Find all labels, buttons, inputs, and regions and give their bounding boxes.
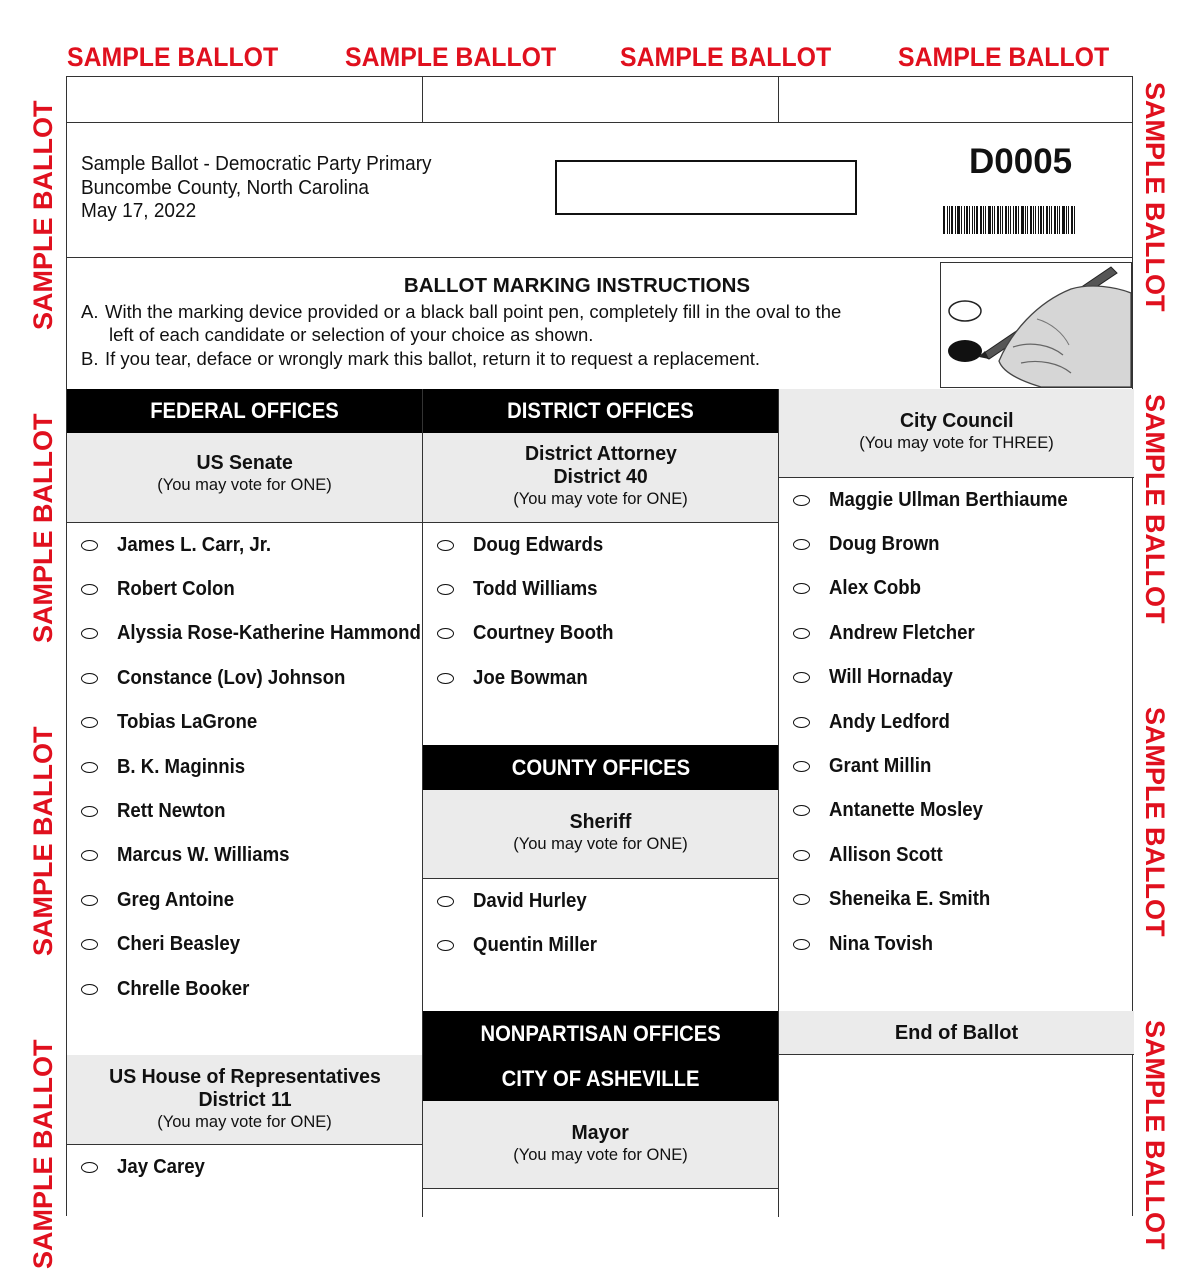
- nonpartisan-offices-header: [423, 1011, 778, 1101]
- instructions-title: BALLOT MARKING INSTRUCTIONS: [67, 274, 1087, 298]
- candidate-row[interactable]: [779, 656, 1134, 700]
- candidate-name: Maggie Ullman Berthiaume: [829, 489, 1068, 512]
- sheriff-contest: [423, 790, 778, 879]
- blank-box: [555, 160, 857, 215]
- vote-oval[interactable]: [81, 717, 98, 728]
- vote-oval[interactable]: [793, 717, 810, 728]
- barcode-bar: [1025, 206, 1026, 234]
- top-blank-row: [67, 77, 1132, 123]
- barcode-bar: [1010, 206, 1011, 234]
- barcode-bar: [1046, 206, 1048, 234]
- candidate-row[interactable]: [423, 923, 778, 967]
- barcode-bar: [1054, 206, 1056, 234]
- candidate-row[interactable]: [67, 789, 422, 833]
- sample-ballot-watermark: SAMPLE BALLOT: [30, 414, 57, 644]
- candidate-row[interactable]: [67, 967, 422, 1011]
- us-house-contest: [67, 1055, 422, 1145]
- candidate-name: David Hurley: [473, 890, 587, 913]
- candidate-name: Alex Cobb: [829, 577, 921, 600]
- nonpartisan-offices-label: NONPARTISAN OFFICES: [480, 1011, 720, 1056]
- barcode-bar: [1068, 206, 1069, 234]
- barcode-bar: [992, 206, 993, 234]
- candidate-row[interactable]: [67, 701, 422, 745]
- vote-oval[interactable]: [793, 539, 810, 550]
- us-house-district: District 11: [198, 1088, 291, 1111]
- candidate-name: Joe Bowman: [473, 667, 588, 690]
- barcode-bar: [1059, 206, 1060, 234]
- hand-marking-illustration: [940, 262, 1132, 388]
- us-house-title: US House of Representatives: [109, 1065, 381, 1088]
- candidate-name: Robert Colon: [117, 578, 235, 601]
- barcode-bar: [1057, 206, 1058, 234]
- vote-oval[interactable]: [81, 984, 98, 995]
- barcode-bar: [966, 206, 968, 234]
- candidate-name: Antanette Mosley: [829, 799, 983, 822]
- candidate-name: Rett Newton: [117, 800, 226, 823]
- federal-offices-label: FEDERAL OFFICES: [150, 389, 339, 433]
- candidate-row[interactable]: [67, 656, 422, 700]
- instruction-a-line1: With the marking device provided or a black ball point pen, completely fill in the oval to the: [105, 301, 841, 322]
- vote-oval[interactable]: [793, 495, 810, 506]
- candidate-name: Cheri Beasley: [117, 933, 240, 956]
- candidate-row[interactable]: [779, 833, 1134, 877]
- barcode-bar: [988, 206, 991, 234]
- ballot-id: D0005: [969, 142, 1072, 182]
- vote-oval[interactable]: [793, 894, 810, 905]
- candidate-name: B. K. Maginnis: [117, 756, 245, 779]
- top-blank-cell: [67, 77, 423, 122]
- candidate-row[interactable]: [67, 745, 422, 789]
- candidate-name: Alyssia Rose-Katherine Hammond: [117, 622, 421, 645]
- candidate-name: Courtney Booth: [473, 622, 614, 645]
- barcode-bar: [949, 206, 950, 234]
- column-district: [423, 389, 779, 1217]
- marking-instructions: [67, 257, 1132, 390]
- barcode-bar: [1035, 206, 1036, 234]
- barcode-bar: [1074, 206, 1075, 234]
- ballot-title: Sample Ballot - Democratic Party Primary: [81, 153, 432, 177]
- candidate-name: Will Hornaday: [829, 666, 953, 689]
- column-federal: [67, 389, 423, 1217]
- candidate-row[interactable]: [67, 878, 422, 922]
- instruction-a: [81, 300, 911, 346]
- vote-oval[interactable]: [793, 805, 810, 816]
- candidate-row[interactable]: [423, 879, 778, 923]
- vote-oval[interactable]: [81, 762, 98, 773]
- candidate-row[interactable]: [779, 744, 1134, 788]
- barcode-bar: [983, 206, 984, 234]
- barcode-bar: [1021, 206, 1024, 234]
- vote-oval[interactable]: [81, 850, 98, 861]
- candidate-name: Tobias LaGrone: [117, 711, 257, 734]
- ballot-date: May 17, 2022: [81, 200, 432, 224]
- candidate-row[interactable]: [779, 567, 1134, 611]
- county-offices-header: [423, 745, 778, 790]
- candidate-name: Nina Tovish: [829, 933, 933, 956]
- candidate-name: Greg Antoine: [117, 889, 234, 912]
- candidate-name: Jay Carey: [117, 1156, 205, 1179]
- city-council-title: City Council: [900, 409, 1014, 432]
- sheriff-instruction: (You may vote for ONE): [423, 833, 778, 855]
- vote-oval[interactable]: [437, 540, 454, 551]
- vote-oval[interactable]: [81, 1162, 98, 1173]
- city-council-instruction: (You may vote for THREE): [779, 432, 1134, 454]
- ballot-sheet: [66, 76, 1133, 1216]
- barcode-bar: [955, 206, 956, 234]
- district-attorney-district: District 40: [553, 465, 647, 488]
- candidate-row[interactable]: [779, 611, 1134, 655]
- barcode-bar: [1033, 206, 1034, 234]
- barcode-bar: [943, 206, 945, 234]
- us-house-instruction: (You may vote for ONE): [67, 1111, 422, 1133]
- barcode-bar: [1015, 206, 1017, 234]
- mayor-contest: [423, 1101, 778, 1189]
- sample-ballot-watermark: SAMPLE BALLOT: [30, 101, 57, 331]
- district-offices-header: [423, 389, 778, 433]
- vote-oval[interactable]: [437, 584, 454, 595]
- candidate-row[interactable]: [67, 523, 422, 567]
- candidate-row[interactable]: [423, 567, 778, 611]
- sample-ballot-watermark: SAMPLE BALLOT: [1141, 1020, 1168, 1250]
- us-senate-instruction: (You may vote for ONE): [67, 474, 422, 496]
- candidate-row[interactable]: [779, 789, 1134, 833]
- candidate-name: Grant Millin: [829, 755, 931, 778]
- barcode-bar: [969, 206, 970, 234]
- candidate-row[interactable]: [423, 523, 778, 567]
- barcode-bar: [947, 206, 948, 234]
- county-offices-label: COUNTY OFFICES: [511, 745, 689, 790]
- vote-oval[interactable]: [437, 896, 454, 907]
- barcode-bar: [972, 206, 973, 234]
- ballot-header: [67, 122, 1132, 258]
- candidate-name: Marcus W. Williams: [117, 844, 289, 867]
- barcode: [943, 206, 1083, 234]
- federal-offices-header: [67, 389, 422, 433]
- barcode-bar: [1071, 206, 1073, 234]
- vote-oval[interactable]: [81, 540, 98, 551]
- candidate-name: James L. Carr, Jr.: [117, 534, 271, 557]
- candidate-name: Quentin Miller: [473, 934, 597, 957]
- instruction-a-line2: left of each candidate or selection of your choice as shown.: [81, 323, 911, 346]
- barcode-bar: [1040, 206, 1042, 234]
- barcode-bar: [980, 206, 982, 234]
- barcode-bar: [994, 206, 995, 234]
- instruction-b-label: B.: [81, 347, 105, 370]
- candidate-name: Todd Williams: [473, 578, 598, 601]
- barcode-bar: [1027, 206, 1028, 234]
- candidate-row[interactable]: [67, 1145, 422, 1189]
- candidate-name: Constance (Lov) Johnson: [117, 667, 345, 690]
- barcode-bar: [1030, 206, 1032, 234]
- vote-oval[interactable]: [437, 940, 454, 951]
- vote-oval[interactable]: [81, 895, 98, 906]
- candidate-name: Allison Scott: [829, 844, 943, 867]
- district-attorney-contest: [423, 433, 778, 523]
- sample-ballot-watermark: SAMPLE BALLOT: [1141, 394, 1168, 624]
- barcode-bar: [951, 206, 953, 234]
- city-of-asheville-label: CITY OF ASHEVILLE: [502, 1056, 700, 1101]
- column-city-council: [779, 389, 1134, 1217]
- district-offices-label: DISTRICT OFFICES: [507, 389, 694, 433]
- barcode-bar: [957, 206, 960, 234]
- barcode-bar: [964, 206, 965, 234]
- city-council-contest: [779, 389, 1134, 478]
- vote-oval[interactable]: [793, 761, 810, 772]
- instruction-b-text: If you tear, deface or wrongly mark this ballot, return it to request a replacement.: [105, 348, 760, 369]
- candidate-name: Doug Brown: [829, 533, 940, 556]
- candidate-row[interactable]: [779, 878, 1134, 922]
- sample-ballot-watermark: SAMPLE BALLOT: [30, 1040, 57, 1269]
- barcode-bar: [1051, 206, 1052, 234]
- candidate-row[interactable]: [67, 567, 422, 611]
- candidate-row[interactable]: [423, 612, 778, 656]
- vote-oval[interactable]: [793, 628, 810, 639]
- sample-ballot-watermark: SAMPLE BALLOT: [30, 727, 57, 957]
- barcode-bar: [1000, 206, 1001, 234]
- vote-oval[interactable]: [793, 672, 810, 683]
- instruction-a-label: A.: [81, 300, 105, 323]
- vote-oval[interactable]: [81, 584, 98, 595]
- barcode-bar: [1038, 206, 1039, 234]
- instruction-b: [81, 347, 760, 370]
- barcode-bar: [1062, 206, 1065, 234]
- barcode-bar: [976, 206, 978, 234]
- vote-oval[interactable]: [81, 673, 98, 684]
- candidate-name: Andy Ledford: [829, 711, 950, 734]
- barcode-bar: [1005, 206, 1007, 234]
- candidate-row[interactable]: [423, 656, 778, 700]
- barcode-bar: [974, 206, 975, 234]
- barcode-bar: [1008, 206, 1009, 234]
- candidate-name: Doug Edwards: [473, 534, 603, 557]
- vote-oval[interactable]: [793, 939, 810, 950]
- top-blank-cell: [423, 77, 779, 122]
- vote-oval[interactable]: [81, 628, 98, 639]
- mayor-title: Mayor: [572, 1121, 629, 1144]
- barcode-bar: [1043, 206, 1044, 234]
- sheriff-title: Sheriff: [570, 810, 632, 833]
- vote-oval[interactable]: [793, 850, 810, 861]
- sample-ballot-watermark: SAMPLE BALLOT: [67, 44, 278, 71]
- sample-ballot-watermark: SAMPLE BALLOT: [345, 44, 556, 71]
- vote-oval[interactable]: [793, 583, 810, 594]
- candidate-row[interactable]: [779, 522, 1134, 566]
- vote-oval[interactable]: [81, 939, 98, 950]
- candidate-row[interactable]: [779, 922, 1134, 966]
- vote-oval[interactable]: [437, 673, 454, 684]
- candidate-name: Andrew Fletcher: [829, 622, 975, 645]
- district-attorney-instruction: (You may vote for ONE): [423, 488, 778, 510]
- barcode-bar: [985, 206, 986, 234]
- candidate-row[interactable]: [779, 700, 1134, 744]
- sample-ballot-watermark: SAMPLE BALLOT: [1141, 707, 1168, 937]
- vote-oval[interactable]: [437, 628, 454, 639]
- barcode-bar: [1002, 206, 1003, 234]
- candidate-row[interactable]: [67, 923, 422, 967]
- us-senate-title: US Senate: [196, 451, 292, 474]
- end-of-ballot: End of Ballot: [779, 1011, 1134, 1055]
- barcode-bar: [961, 206, 962, 234]
- sample-ballot-watermark: SAMPLE BALLOT: [1141, 82, 1168, 312]
- barcode-bar: [1049, 206, 1050, 234]
- ballot-county: Buncombe County, North Carolina: [81, 177, 432, 201]
- us-senate-contest: [67, 433, 422, 523]
- sample-ballot-watermark: SAMPLE BALLOT: [898, 44, 1109, 71]
- mayor-instruction: (You may vote for ONE): [423, 1144, 778, 1166]
- candidate-name: Chrelle Booker: [117, 978, 249, 1001]
- candidate-name: Sheneika E. Smith: [829, 888, 990, 911]
- candidate-row[interactable]: [67, 834, 422, 878]
- barcode-bar: [1066, 206, 1067, 234]
- ballot-header-text: [81, 153, 450, 224]
- barcode-bar: [997, 206, 999, 234]
- district-attorney-title: District Attorney: [525, 442, 677, 465]
- candidate-row[interactable]: [779, 478, 1134, 522]
- barcode-bar: [1018, 206, 1019, 234]
- candidate-row[interactable]: [67, 612, 422, 656]
- vote-oval[interactable]: [81, 806, 98, 817]
- sample-ballot-watermark: SAMPLE BALLOT: [620, 44, 831, 71]
- barcode-bar: [1013, 206, 1014, 234]
